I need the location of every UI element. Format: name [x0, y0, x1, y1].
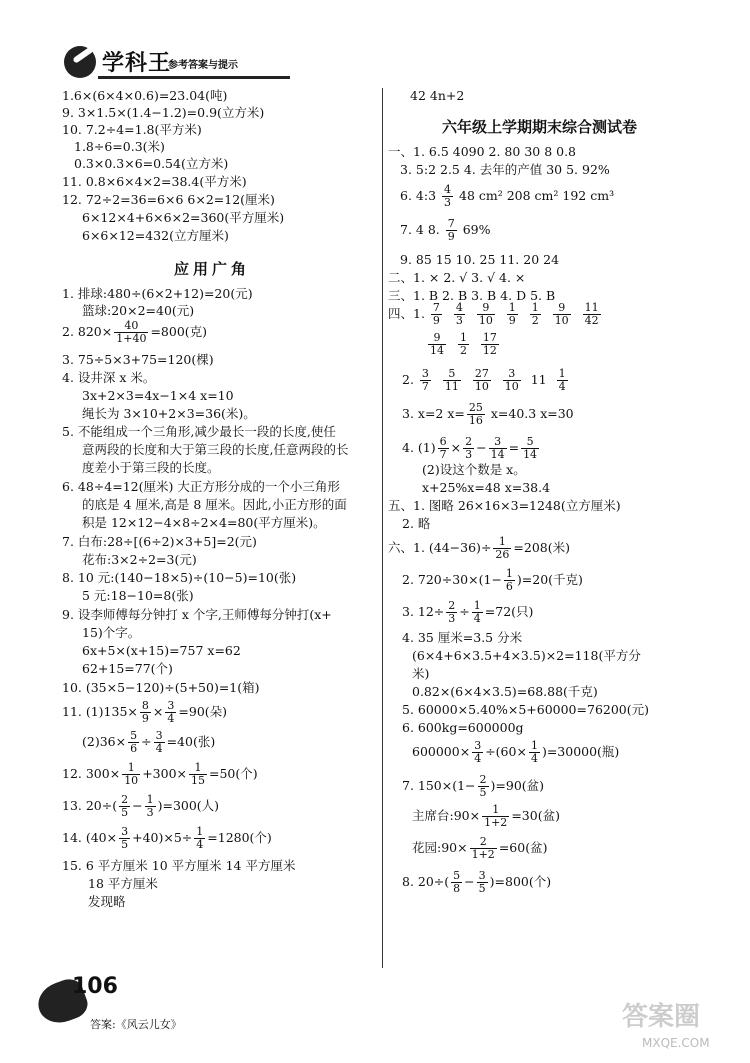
page-number: 106 — [72, 974, 118, 999]
answer-line: 花布:3×2÷2=3(元) — [82, 552, 197, 567]
answer-line: 一、1. 6.5 4090 2. 80 30 8 0.8 — [388, 144, 577, 159]
page-header — [58, 42, 290, 82]
answer-line: (2)设这个数是 x。 — [422, 462, 526, 477]
answer-line: x+25%x=48 x=38.4 — [422, 480, 551, 495]
fraction: $\frac{8}{9}$ — [141, 699, 149, 725]
answer-line: 4. (1) $\frac{6}{7}$ × $\frac{2}{3}$ − $\frac{3}{14}$ = $\frac{5}{14}$ — [402, 435, 538, 461]
answer-line: 2. 720÷30×(1− $\frac{1}{6}$ )=20(千克) — [402, 567, 583, 593]
answer-line: 二、1. × 2. √ 3. √ 4. × — [388, 270, 526, 285]
answer-line: 主席台:90× $\frac{1}{1+2}$ =30(盆) — [412, 803, 560, 829]
answer-line: 2. 略 — [402, 516, 431, 531]
answer-line: 5 元:18−10=8(张) — [82, 588, 194, 603]
answer-line: 11. 0.8×6×4×2=38.4(平方米) — [62, 174, 247, 189]
answer-line: 18 平方厘米 — [88, 876, 158, 891]
brand-logo-icon — [64, 46, 96, 78]
answer-line: 6. 600kg=600000g — [402, 720, 524, 735]
section-title: 应用广角 — [174, 260, 251, 278]
watermark-url: MXQE.COM — [642, 1036, 710, 1050]
header-subtitle: 参考答案与提示 — [168, 60, 238, 71]
answer-line: 2. $\frac{3}{7}$ $\frac{5}{11}$ $\frac{27}{10}$ $\frac{3}{10}$ 11 $\frac{1}{4}$ — [402, 367, 566, 393]
answer-line: 6. 48÷4=12(厘米) 大正方形分成的一个小三角形 — [62, 479, 340, 494]
answer-line: 三、1. B 2. B 3. B 4. D 5. B — [388, 288, 556, 303]
answer-line: 5. 60000×5.40%×5+60000=76200(元) — [402, 702, 650, 717]
answer-line: 62+15=77(个) — [82, 661, 173, 676]
answer-line: 11. (1)135× $\frac{8}{9}$ × $\frac{3}{4}$ =90(朵) — [62, 699, 228, 725]
answer-line: 15. 6 平方厘米 10 平方厘米 14 平方厘米 — [62, 858, 296, 873]
answer-line: 3x+2×3=4x−1×4 x=10 — [82, 388, 234, 403]
answer-line: 42 4n+2 — [410, 88, 465, 103]
answer-line: 0.82×(6×4×3.5)=68.88(千克) — [412, 684, 598, 699]
answer-line: (6×4+6×3.5+4×3.5)×2=118(平方分 — [412, 648, 641, 663]
answer-note: 答案:《风云儿女》 — [90, 1018, 182, 1031]
test-title: 六年级上学期期末综合测试卷 — [442, 118, 638, 136]
page-footer — [30, 968, 330, 1038]
answer-line: 7. 150×(1− $\frac{2}{5}$ )=90(盆) — [402, 773, 545, 799]
answer-line: 4. 设井深 x 米。 — [62, 370, 156, 385]
answer-line: 意两段的长度和大于第三段的长度,任意两段的长 — [82, 442, 349, 457]
answer-line: 8. 20÷( $\frac{5}{8}$ − $\frac{3}{5}$ )=800(个) — [402, 869, 552, 895]
answer-line: 6. 4:3 $\frac{4}{3}$ 48 cm² 208 cm² 192 cm³ — [400, 183, 615, 209]
answer-line: 六、1. (44−36)÷ $\frac{1}{26}$ =208(米) — [388, 535, 571, 561]
answer-line: 12. 72÷2=36=6×6 6×2=12(厘米) — [62, 192, 275, 207]
answer-line: 0.3×0.3×6=0.54(立方米) — [74, 156, 229, 171]
answer-line: 5. 不能组成一个三角形,减少最长一段的长度,使任 — [62, 424, 336, 439]
answer-line: 12. 300× $\frac{1}{10}$ +300× $\frac{1}{15}$ =50(个) — [62, 761, 258, 787]
column-divider — [382, 88, 383, 968]
fraction: $\frac{3}{4}$ — [155, 729, 163, 755]
answer-line: 15)个字。 — [82, 625, 141, 640]
answer-line: 6×12×4+6×6×2=360(平方厘米) — [82, 210, 285, 225]
answer-line: 3. x=2 x= $\frac{25}{16}$ x=40.3 x=30 — [402, 401, 574, 427]
answer-line: 6×6×12=432(立方厘米) — [82, 228, 229, 243]
answer-line: 7. 白布:28÷[(6÷2)×3+5]=2(元) — [62, 534, 257, 549]
answer-line: 600000× $\frac{3}{4}$ ÷(60× $\frac{1}{4}$ )=30000(瓶) — [412, 739, 620, 765]
answer-line: $\frac{9}{14}$ $\frac{1}{2}$ $\frac{17}{12}$ — [430, 331, 497, 357]
fraction: $\frac{1}{15}$ — [191, 761, 205, 787]
answer-line: 度差小于第三段的长度。 — [82, 460, 220, 475]
answer-line: 绳长为 3×10+2×3=36(米)。 — [82, 406, 256, 421]
answer-line: 9. 3×1.5×(1.4−1.2)=0.9(立方米) — [62, 105, 265, 120]
answer-line: 10. 7.2÷4=1.8(平方米) — [62, 122, 202, 137]
answer-line: 9. 设李师傅每分钟打 x 个字,王师傅每分钟打(x+ — [62, 607, 332, 622]
fraction: $\frac{3}{5}$ — [121, 825, 129, 851]
answer-line: 发现略 — [88, 894, 126, 909]
answer-line: 7. 4 8. $\frac{7}{9}$ 69% — [400, 217, 491, 243]
fraction: $\frac{2}{5}$ — [121, 793, 129, 819]
answer-line: 3. 75÷5×3+75=120(棵) — [62, 352, 214, 367]
answer-line: 8. 10 元:(140−18×5)÷(10−5)=10(张) — [62, 570, 297, 585]
fraction: $\frac{3}{4}$ — [167, 699, 175, 725]
fraction: $\frac{4}{3}$ — [444, 183, 452, 209]
answer-line: 14. (40× $\frac{3}{5}$ +40)×5÷ $\frac{1}{4}$ =1280(个) — [62, 825, 272, 851]
answer-line: 9. 85 15 10. 25 11. 20 24 — [400, 252, 560, 267]
fraction: $\frac{5}{6}$ — [130, 729, 138, 755]
answer-line: 四、1. $\frac{7}{9}$ $\frac{4}{3}$ $\frac{9}{10}$ $\frac{1}{9}$ $\frac{1}{2}$ $\frac{9}{10}$ $\frac{11}{42}$ — [388, 301, 599, 327]
watermark: 答案圈 — [622, 1002, 701, 1032]
brand-name: 学科王 — [102, 51, 172, 76]
header-rule — [98, 76, 290, 79]
answer-line: 13. 20÷( $\frac{2}{5}$ − $\frac{1}{3}$ )=300(人) — [62, 793, 220, 819]
answer-line: 10. (35×5−120)÷(5+50)=1(箱) — [62, 680, 260, 695]
fraction: $\frac{1}{10}$ — [124, 761, 139, 787]
fraction: $\frac{1}{4}$ — [196, 825, 204, 851]
answer-line: 五、1. 图略 26×16×3=1248(立方厘米) — [388, 498, 621, 513]
answer-line: 1.6×(6×4×0.6)=23.04(吨) — [62, 88, 228, 103]
answer-line: 1. 排球:480÷(6×2+12)=20(元) — [62, 286, 253, 301]
answer-line: 3. 12÷ $\frac{2}{3}$ ÷ $\frac{1}{4}$ =72(只) — [402, 599, 534, 625]
answer-line: 6x+5×(x+15)=757 x=62 — [82, 643, 241, 658]
fraction: $\frac{1}{3}$ — [146, 793, 154, 819]
answer-line: 积是 12×12−4×8÷2×4=80(平方厘米)。 — [82, 515, 326, 530]
answer-line: 篮球:20×2=40(元) — [82, 303, 195, 318]
answer-line: 3. 5:2 2.5 4. 去年的产值 30 5. 92% — [400, 162, 610, 177]
answer-line: 4. 35 厘米=3.5 分米 — [402, 630, 523, 645]
fraction: $\frac{40}{1+40}$ — [116, 319, 147, 345]
answer-line: 1.8÷6=0.3(米) — [74, 139, 165, 154]
fraction: $\frac{7}{9}$ — [447, 217, 455, 243]
answer-line: 2. 820× $\frac{40}{1+40}$ =800(克) — [62, 319, 208, 345]
answer-line: 花园:90× $\frac{2}{1+2}$ =60(盆) — [412, 835, 548, 861]
answer-line: 的底是 4 厘米,高是 8 厘米。因此,小正方形的面 — [82, 497, 347, 512]
answer-line: 米) — [412, 666, 430, 681]
answer-line: (2)36× $\frac{5}{6}$ ÷ $\frac{3}{4}$ =40(张) — [82, 729, 216, 755]
